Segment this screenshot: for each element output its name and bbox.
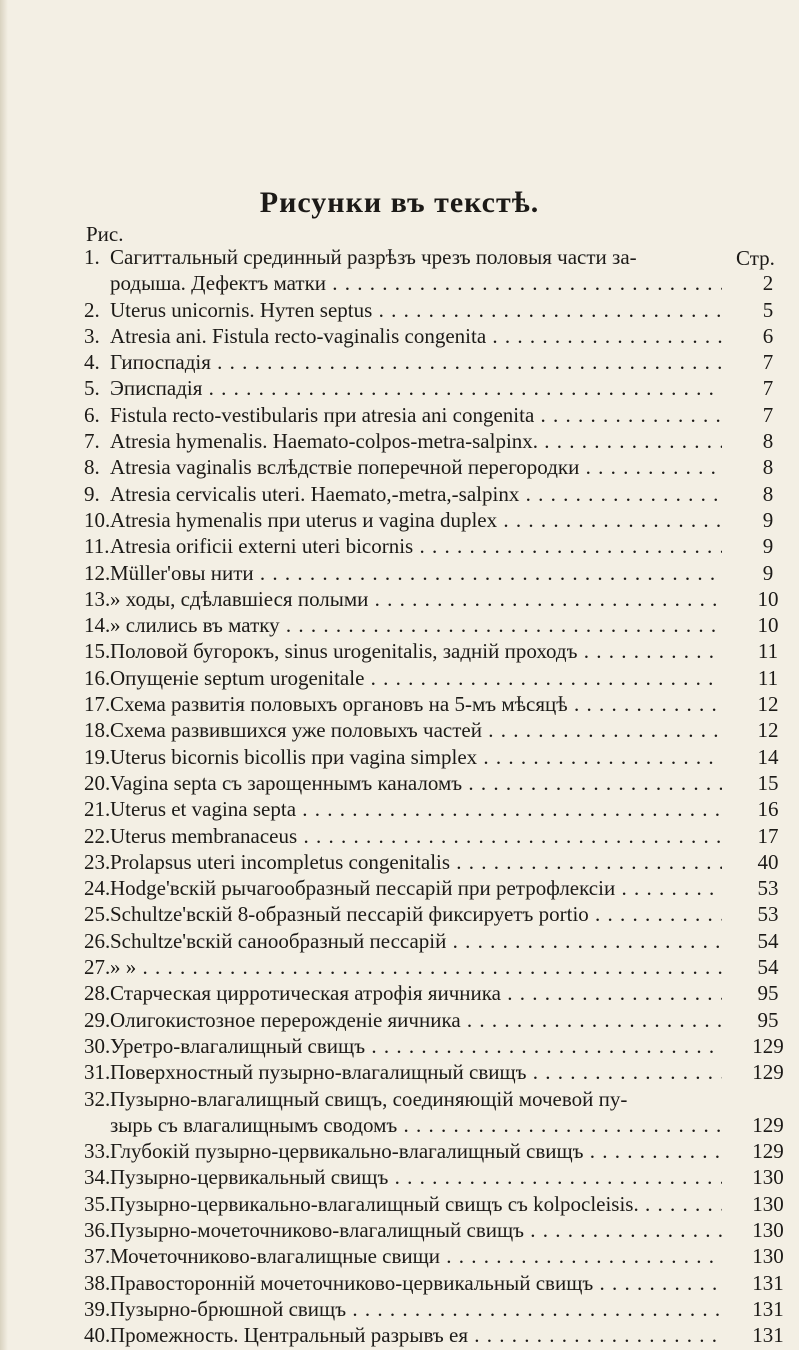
figure-caption: Половой бугорокъ, sinus urogenitalis, задній проходъ . . . — [110, 638, 722, 664]
figure-caption: Старческая цирротическая атрофія яичника . . . — [110, 980, 722, 1006]
figure-number: 23. — [84, 849, 111, 874]
page-number: 11 — [757, 665, 779, 690]
figure-number: 35. — [84, 1191, 111, 1216]
list-item — [84, 1164, 784, 1190]
page-number: 15 — [757, 770, 779, 795]
list-item — [84, 481, 774, 507]
figure-number: 22. — [84, 823, 111, 848]
list-item — [84, 1138, 784, 1164]
figure-caption: Uterus bicornis bicollis при vagina simplex . . . — [110, 744, 722, 770]
list-item — [84, 954, 779, 980]
figure-number: 9. — [84, 481, 100, 506]
list-item — [84, 402, 774, 428]
figure-caption: Пузырно-цервикально-влагалищный свищъ съ kolpocleisis. . . . — [110, 1191, 722, 1217]
figure-number: 19. — [84, 744, 111, 769]
list-item — [84, 1112, 784, 1138]
figure-caption: Схема развитія половыхъ органовъ на 5-мъ мѣсяцѣ . . . — [110, 691, 722, 717]
list-item — [84, 297, 774, 323]
figure-number: 14. — [84, 613, 111, 638]
figure-number: 40. — [84, 1323, 111, 1348]
list-item — [84, 1191, 784, 1217]
list-item — [84, 1086, 756, 1112]
list-item — [84, 849, 779, 875]
page-column-label: Стр. — [736, 246, 775, 270]
list-item — [84, 744, 779, 770]
list-item — [84, 875, 779, 901]
list-item — [84, 796, 779, 822]
figure-number: 7. — [84, 429, 100, 454]
figure-caption: Atresia ani. Fistula recto-vaginalis congenita . . . — [110, 323, 722, 349]
page-number: 9 — [762, 560, 774, 585]
page-title: Рисунки въ текстѣ. — [259, 186, 540, 219]
figure-list — [84, 244, 784, 1348]
figure-caption: Fistula recto-vestibularis при atresia ani congenita . . . — [110, 402, 722, 428]
figure-number: 25. — [84, 902, 111, 927]
page-number: 16 — [757, 797, 779, 822]
figure-number: 11. — [84, 534, 110, 559]
figure-caption: Uterus membranaceus . . . — [110, 823, 722, 849]
list-item — [84, 717, 779, 743]
figure-number: 16. — [84, 665, 111, 690]
figure-caption: Поверхностный пузырно-влагалищный свищъ . . . — [110, 1059, 722, 1085]
page-number: 131 — [752, 1296, 784, 1321]
page-number: 10 — [757, 613, 779, 638]
figure-caption: Prolapsus uteri incompletus congenitalis . . . — [110, 849, 722, 875]
figure-number: 37. — [84, 1244, 111, 1269]
list-item — [84, 823, 779, 849]
figure-number: 26. — [84, 928, 111, 953]
list-item — [84, 560, 774, 586]
figure-number: 12. — [84, 560, 111, 585]
figure-caption: Atresia orificii externi uteri bicornis . . . — [110, 533, 722, 559]
page-number: 6 — [762, 323, 774, 348]
list-item — [84, 1243, 784, 1269]
figure-caption: Schultze'вскій санообразный пессарій . . . — [110, 928, 722, 954]
page-number: 7 — [762, 350, 774, 375]
figure-number: 33. — [84, 1139, 111, 1164]
page-number: 9 — [762, 534, 774, 559]
page-number: 8 — [762, 481, 774, 506]
figure-caption: Vagina septa съ зарощеннымъ каналомъ . . . — [110, 770, 722, 796]
figure-number: 36. — [84, 1217, 111, 1242]
list-item — [84, 691, 779, 717]
figure-number: 8. — [84, 455, 100, 480]
figure-number: 3. — [84, 323, 100, 348]
figure-caption: Опущеніе septum urogenitale . . . — [110, 665, 722, 691]
list-item — [84, 1322, 784, 1348]
figure-number: 31. — [84, 1060, 111, 1085]
figure-caption: Пузырно-влагалищный свищъ, соединяющій мочевой пу- — [110, 1086, 628, 1111]
figure-number: 32. — [84, 1086, 111, 1111]
figure-number: 18. — [84, 718, 111, 743]
page-number: 40 — [757, 849, 779, 874]
page-number: 130 — [752, 1165, 784, 1190]
page-number: 11 — [757, 639, 779, 664]
figure-caption: Эписпадія . . . — [110, 375, 722, 401]
list-item — [84, 1217, 784, 1243]
figure-caption: Atresia hymenalis. Haemato-colpos-metra-salpinx. . . . — [110, 428, 722, 454]
page-number: 54 — [757, 928, 779, 953]
figure-number: 4. — [84, 350, 100, 375]
figure-number: 10. — [84, 507, 111, 532]
page-number: 7 — [762, 376, 774, 401]
page-number: 14 — [757, 744, 779, 769]
list-item — [84, 1270, 784, 1296]
figure-number: 29. — [84, 1007, 111, 1032]
page-number: 54 — [757, 955, 779, 980]
page-number: 95 — [757, 981, 779, 1006]
list-item — [84, 928, 779, 954]
figure-caption: Atresia cervicalis uteri. Haemato,-metra,-salpinx . . . — [110, 481, 722, 507]
figure-caption: Олигокистозное перерожденіе яичника . . . — [110, 1007, 722, 1033]
page-number: 12 — [757, 692, 779, 717]
figure-number: 38. — [84, 1270, 111, 1295]
page-number: 8 — [762, 429, 774, 454]
page-number: 129 — [752, 1033, 784, 1058]
figure-caption: Уретро-влагалищный свищъ . . . — [110, 1033, 722, 1059]
page-number: 129 — [752, 1060, 784, 1085]
list-item — [84, 244, 756, 270]
figure-caption: » слились въ матку . . . — [110, 612, 722, 638]
list-item — [84, 1033, 784, 1059]
figure-caption: Пузырно-цервикальный свищъ . . . — [110, 1164, 722, 1190]
list-item — [84, 533, 774, 559]
list-item — [84, 1007, 779, 1033]
figure-number: 2. — [84, 297, 100, 322]
page-number: 10 — [757, 586, 779, 611]
figure-number: 6. — [84, 402, 100, 427]
figure-caption: » ходы, сдѣлавшіеся полыми . . . — [110, 586, 722, 612]
figure-caption: Uterus unicornis. Нутеn septus . . . — [110, 297, 722, 323]
figure-number: 13. — [84, 586, 111, 611]
list-item — [84, 770, 779, 796]
list-item — [84, 1296, 784, 1322]
page-number: 17 — [757, 823, 779, 848]
page-number: 129 — [752, 1139, 784, 1164]
figure-caption: Промежность. Центральный разрывъ ея . . . — [110, 1322, 722, 1348]
figure-number: 34. — [84, 1165, 111, 1190]
figure-caption: Atresia vaginalis вслѣдствіе поперечной перегородки . . . — [110, 454, 722, 480]
figure-caption: Мочеточниково-влагалищные свищи . . . — [110, 1243, 722, 1269]
figure-caption: родыша. Дефектъ матки . . . — [110, 270, 722, 296]
figure-caption: » » . . . — [110, 954, 722, 980]
list-item — [84, 428, 774, 454]
figure-caption: Пузырно-мочеточниково-влагалищный свищъ . . . — [110, 1217, 722, 1243]
list-item — [84, 1059, 784, 1085]
figure-number: 15. — [84, 639, 111, 664]
figure-number: 5. — [84, 376, 100, 401]
page-number: 2 — [762, 271, 774, 296]
page-number: 129 — [752, 1112, 784, 1137]
figure-caption: Глубокій пузырно-цервикально-влагалищный свищъ . . . — [110, 1138, 722, 1164]
figure-caption: Uterus et vagina septa . . . — [110, 796, 722, 822]
figure-caption: Müller'овы нити . . . — [110, 560, 722, 586]
page-number: 130 — [752, 1191, 784, 1216]
list-item — [84, 980, 779, 1006]
page-number: 8 — [762, 455, 774, 480]
figure-number: 24. — [84, 876, 111, 901]
page-number: 130 — [752, 1244, 784, 1269]
list-item — [84, 270, 774, 296]
list-item — [84, 638, 779, 664]
figure-caption: Schultze'вскій 8-образный пессарій фиксируетъ portio . . . — [110, 901, 722, 927]
figure-number: 28. — [84, 981, 111, 1006]
list-item — [84, 454, 774, 480]
page-number: 9 — [762, 507, 774, 532]
list-item — [84, 507, 774, 533]
figure-number: 17. — [84, 692, 111, 717]
page-number: 131 — [752, 1323, 784, 1348]
page-number: 131 — [752, 1270, 784, 1295]
list-item — [84, 349, 774, 375]
figure-number: 1. — [84, 245, 100, 269]
figure-number: 21. — [84, 797, 111, 822]
figure-number: 20. — [84, 770, 111, 795]
figure-caption: Гипоспадія . . . — [110, 349, 722, 375]
figure-number: 27. — [84, 955, 111, 980]
page-number: 5 — [762, 297, 774, 322]
page-number: 95 — [757, 1007, 779, 1032]
figure-caption: Atresia hymenalis при uterus и vagina duplex . . . — [110, 507, 722, 533]
list-item — [84, 665, 779, 691]
figure-caption: Схема развившихся уже половыхъ частей . . . — [110, 717, 722, 743]
figure-caption: Пузырно-брюшной свищъ . . . — [110, 1296, 722, 1322]
figure-number: 30. — [84, 1033, 111, 1058]
figure-caption: зырь съ влагалищнымъ сводомъ . . . — [110, 1112, 722, 1138]
list-item — [84, 612, 779, 638]
page-number: 130 — [752, 1217, 784, 1242]
page-number: 12 — [757, 718, 779, 743]
figure-caption: Правосторонній мочеточниково-цервикальный свищъ . . . — [110, 1270, 722, 1296]
page-number: 53 — [757, 876, 779, 901]
list-item — [84, 586, 779, 612]
list-item — [84, 375, 774, 401]
page-number: 7 — [762, 402, 774, 427]
page-number: 53 — [757, 902, 779, 927]
figure-column-label: Рис. — [86, 222, 124, 246]
figure-number: 39. — [84, 1296, 111, 1321]
list-item — [84, 323, 774, 349]
figure-caption: Сагиттальный срединный разрѣзъ чрезъ половыя части за- — [110, 245, 637, 269]
list-item — [84, 901, 779, 927]
figure-caption: Hodge'вскій рычагообразный пессарій при ретрофлексіи . . . — [110, 875, 722, 901]
